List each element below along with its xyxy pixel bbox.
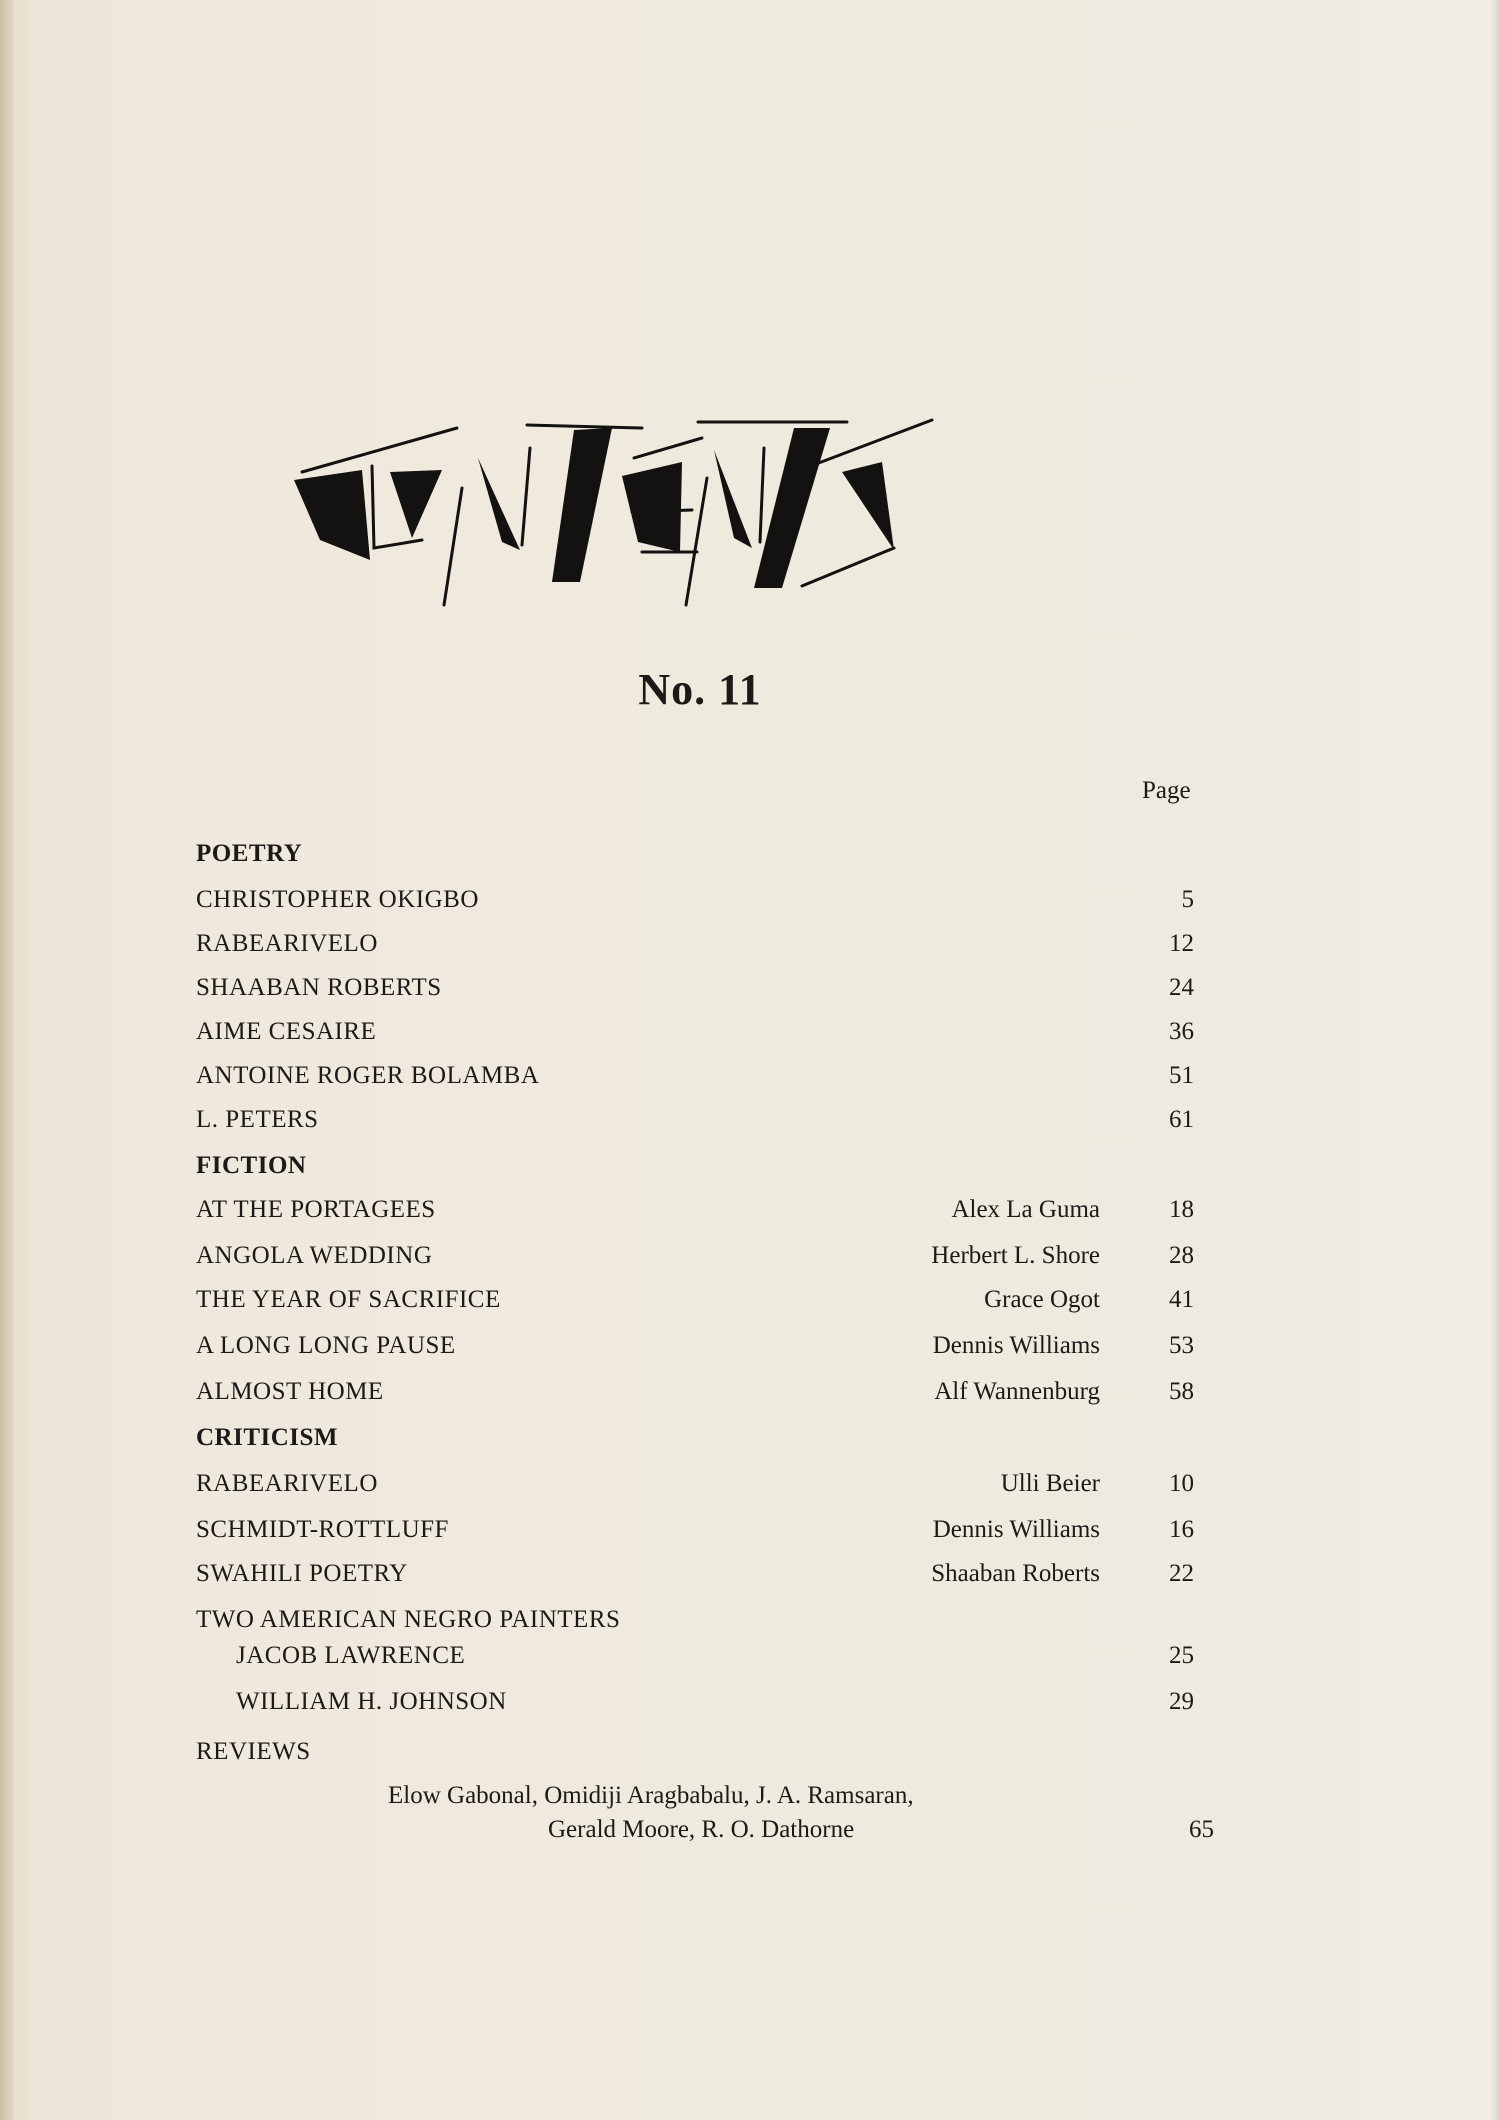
- entry-author: Alex La Guma: [951, 1196, 1100, 1223]
- entry-title: ANTOINE ROGER BOLAMBA: [196, 1062, 540, 1089]
- binding-edge: [0, 0, 14, 2120]
- entry-page: 29: [1169, 1688, 1194, 1715]
- entry-page: 12: [1169, 930, 1194, 957]
- toc-entry: [196, 1012, 1236, 1052]
- reviewers-line-2: Gerald Moore, R. O. Dathorne: [548, 1816, 855, 1843]
- entry-author: Dennis Williams: [932, 1332, 1100, 1359]
- entry-page: 36: [1169, 1018, 1194, 1045]
- entry-page: 25: [1169, 1642, 1194, 1669]
- entry-page: 58: [1169, 1378, 1194, 1405]
- entry-author: Herbert L. Shore: [931, 1242, 1100, 1269]
- section-label: CRITICISM: [196, 1424, 339, 1451]
- reviews-page: 65: [1189, 1816, 1214, 1843]
- entry-author: Shaaban Roberts: [931, 1560, 1100, 1587]
- toc-entry: [196, 880, 1236, 920]
- section-heading-fiction: [196, 1146, 1236, 1186]
- entry-title: CHRISTOPHER OKIGBO: [196, 886, 479, 913]
- entry-title: WILLIAM H. JOHNSON: [236, 1688, 507, 1715]
- entry-author: Ulli Beier: [1000, 1470, 1100, 1497]
- entry-title: JACOB LAWRENCE: [236, 1642, 466, 1669]
- entry-page: 53: [1169, 1332, 1194, 1359]
- entry-page: 61: [1169, 1106, 1194, 1133]
- entry-page: 24: [1169, 974, 1194, 1001]
- toc-entry: [196, 1236, 1236, 1276]
- entry-title: SHAABAN ROBERTS: [196, 974, 442, 1001]
- toc-entry: [196, 1326, 1236, 1366]
- issue-number: No. 11: [638, 665, 762, 714]
- reviewers-line-1: Elow Gabonal, Omidiji Aragbabalu, J. A. Ramsaran,: [388, 1782, 914, 1809]
- toc-entry: [196, 1600, 1236, 1640]
- toc-entry: [196, 1510, 1236, 1550]
- entry-page: 18: [1169, 1196, 1194, 1223]
- toc-subentry: [196, 1682, 1236, 1722]
- entry-title: TWO AMERICAN NEGRO PAINTERS: [196, 1606, 621, 1633]
- entry-title: ANGOLA WEDDING: [196, 1242, 433, 1269]
- entry-title: RABEARIVELO: [196, 930, 378, 957]
- entry-title: SWAHILI POETRY: [196, 1560, 408, 1587]
- entry-title: SCHMIDT-ROTTLUFF: [196, 1516, 449, 1543]
- entry-title: ALMOST HOME: [196, 1378, 384, 1405]
- entry-title: RABEARIVELO: [196, 1470, 378, 1497]
- toc-entry: [196, 1554, 1236, 1594]
- entry-page: 51: [1169, 1062, 1194, 1089]
- entry-page: 5: [1181, 886, 1194, 913]
- entry-author: Grace Ogot: [984, 1286, 1100, 1313]
- entry-page: 22: [1169, 1560, 1194, 1587]
- page-column-label: Page: [1142, 777, 1191, 804]
- toc-entry: [196, 968, 1236, 1008]
- toc-entry: [196, 1464, 1236, 1504]
- section-heading-poetry: [196, 834, 1236, 874]
- entry-page: 41: [1169, 1286, 1194, 1313]
- section-heading-reviews: [196, 1732, 1236, 1772]
- entry-title: THE YEAR OF SACRIFICE: [196, 1286, 501, 1313]
- section-heading-criticism: [196, 1418, 1236, 1458]
- contents-logo: [282, 410, 1102, 610]
- section-label: REVIEWS: [196, 1738, 311, 1765]
- entry-author: Alf Wannenburg: [934, 1378, 1100, 1405]
- toc-entry: [196, 1372, 1236, 1412]
- toc-subentry: [196, 1636, 1236, 1676]
- section-label: FICTION: [196, 1152, 307, 1179]
- entry-title: L. PETERS: [196, 1106, 319, 1133]
- entry-page: 28: [1169, 1242, 1194, 1269]
- entry-page: 16: [1169, 1516, 1194, 1543]
- toc-entry: [196, 1190, 1236, 1230]
- entry-page: 10: [1169, 1470, 1194, 1497]
- toc-entry: [196, 924, 1236, 964]
- toc-entry: [196, 1056, 1236, 1096]
- section-label: POETRY: [196, 840, 303, 867]
- toc-entry: [196, 1100, 1236, 1140]
- entry-title: A LONG LONG PAUSE: [196, 1332, 456, 1359]
- entry-author: Dennis Williams: [932, 1516, 1100, 1543]
- entry-title: AT THE PORTAGEES: [196, 1196, 436, 1223]
- entry-title: AIME CESAIRE: [196, 1018, 377, 1045]
- toc-entry: [196, 1280, 1236, 1320]
